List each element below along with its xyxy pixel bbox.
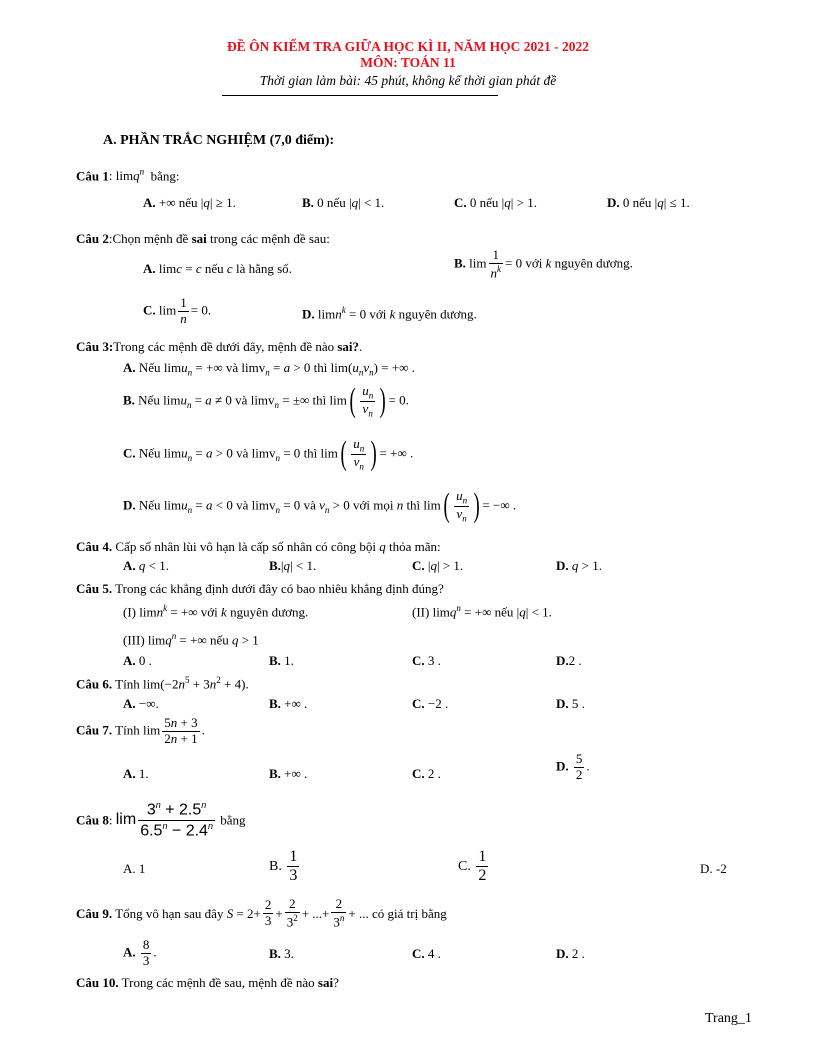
header-rule — [222, 95, 498, 96]
q6-option-b: B. +∞ . — [269, 696, 308, 711]
q5-stem: Câu 5. Trong các khẳng định dưới đây có bao nhiêu khẳng định đúng? — [76, 581, 444, 596]
q7-option-c: C. 2 . — [412, 766, 441, 781]
q9-option-a: A. $\frac{8}{3}$ . — [123, 937, 157, 968]
q1-option-c: C. 0 nếu |q| > 1. — [454, 195, 537, 210]
q1-option-a: A. +∞ nếu |q| ≥ 1. — [143, 195, 236, 210]
q9-option-d: D. 2 . — [556, 946, 585, 961]
q7-option-b: B. +∞ . — [269, 766, 308, 781]
page-number: Trang_1 — [705, 1011, 752, 1026]
q3-option-a: A. Nếu limu$_n$ = +∞ và limv$_n$ = a > 0 thì $\lim(u_nv_n)$ = +∞ . — [123, 360, 415, 378]
q3-option-b: B. Nếu limu$_n$ = a ≠ 0 và limv$_n$ = ±∞ thì lim( $\frac{u_n}{v_n}$ ) = 0. — [123, 382, 409, 420]
q7-option-a: A. 1. — [123, 766, 149, 781]
q3-option-c: C. Nếu limu$_n$ = a > 0 và limv$_n$ = 0 thì lim( $\frac{u_n}{v_n}$ ) = +∞ . — [123, 435, 414, 473]
q1-stem: Câu 1: limq$^n$ bằng: — [76, 167, 180, 184]
exam-subject: MÔN: TOÁN 11 — [360, 55, 456, 70]
q6-option-a: A. −∞. — [123, 696, 159, 711]
exam-title: ĐỀ ÔN KIỂM TRA GIỮA HỌC KÌ II, NĂM HỌC 2021 - 2022 — [227, 39, 589, 54]
q8-stem: Câu 8: lim $\frac{3^n + 2.5^n}{6.5^n - 2.4^n}$ bằng — [76, 800, 246, 840]
q8-option-d: D. -2 — [700, 861, 727, 876]
q8-option-a: A. 1 — [123, 861, 146, 876]
q1-option-b: B. 0 nếu |q| < 1. — [302, 195, 385, 210]
q3-option-d: D. Nếu limu$_n$ = a < 0 và limv$_n$ = 0 và $v_n > 0$ với mọi n thì lim( $\frac{u_n}{v_n}$ ) = −∞ . — [123, 487, 517, 525]
q5-option-b: B. 1. — [269, 653, 294, 668]
q5-statement-ii: (II) limq$^n$ = +∞ nếu |q| < 1. — [412, 603, 552, 620]
q9-stem: Câu 9. Tổng vô hạn sau đây S = 2+ $\frac{2}{3}$ + $\frac{2}{3^2}$ + ...+ $\frac{2}{3^n}$ + ... có giá trị bằng — [76, 896, 447, 930]
section-a-heading: A. PHẦN TRẮC NGHIỆM (7,0 điểm): — [103, 133, 335, 148]
q8-option-b: B. $\frac{1}{3}$ — [269, 848, 298, 885]
q4-option-c: C. |q| > 1. — [412, 558, 464, 573]
q9-option-c: C. 4 . — [412, 946, 441, 961]
q2-option-d: D. limn$^k$ = 0 với k nguyên dương. — [302, 305, 477, 322]
q4-option-a: A. q < 1. — [123, 558, 169, 573]
q5-option-a: A. 0 . — [123, 653, 152, 668]
q5-statement-i: (I) limn$^k$ = +∞ với k nguyên dương. — [123, 603, 309, 620]
q2-option-b: B. lim $\frac{1}{n^k}$ = 0 với k nguyên dương. — [454, 247, 633, 281]
q1-label: Câu 1 — [76, 168, 109, 184]
q6-stem: Câu 6. Tính $\lim(-2n^5 + 3n^2 + 4)$. — [76, 675, 249, 692]
q6-option-c: C. −2 . — [412, 696, 449, 711]
q3-stem: Câu 3:Trong các mệnh đề dưới đây, mệnh đề nào sai?. — [76, 339, 363, 354]
q6-option-d: D. 5 . — [556, 696, 585, 711]
q5-statement-iii: (III) limq$^n$ = +∞ nếu q > 1 — [123, 631, 259, 648]
q10-stem: Câu 10. Trong các mệnh đề sau, mệnh đề nào sai? — [76, 975, 339, 990]
exam-time: Thời gian làm bài: 45 phút, không kể thời gian phát đề — [259, 73, 557, 88]
q1-bang: bằng: — [150, 168, 180, 184]
q5-option-d: D.2 . — [556, 653, 582, 668]
q2-option-a: A. limc = c nếu c là hằng số. — [143, 261, 292, 276]
q4-stem: Câu 4. Cấp số nhân lùi vô hạn là cấp số nhân có công bội q thỏa mãn: — [76, 539, 441, 554]
q4-option-d: D. q > 1. — [556, 558, 602, 573]
q2-option-c: C. lim $\frac{1}{n}$ = 0. — [143, 295, 212, 326]
q7-stem: Câu 7. Tính lim $\frac{5n + 3}{2n + 1}$ . — [76, 715, 205, 746]
q1-option-d: D. 0 nếu |q| ≤ 1. — [607, 195, 690, 210]
q8-option-c: C. $\frac{1}{2}$ — [458, 848, 487, 885]
q9-option-b: B. 3. — [269, 946, 294, 961]
q2-stem: Câu 2:Chọn mệnh đề sai trong các mệnh đề sau: — [76, 231, 330, 246]
q7-option-d: D. $\frac{5}{2}$ . — [556, 751, 590, 782]
q5-option-c: C. 3 . — [412, 653, 441, 668]
q4-option-b: B.|q| < 1. — [269, 558, 317, 573]
